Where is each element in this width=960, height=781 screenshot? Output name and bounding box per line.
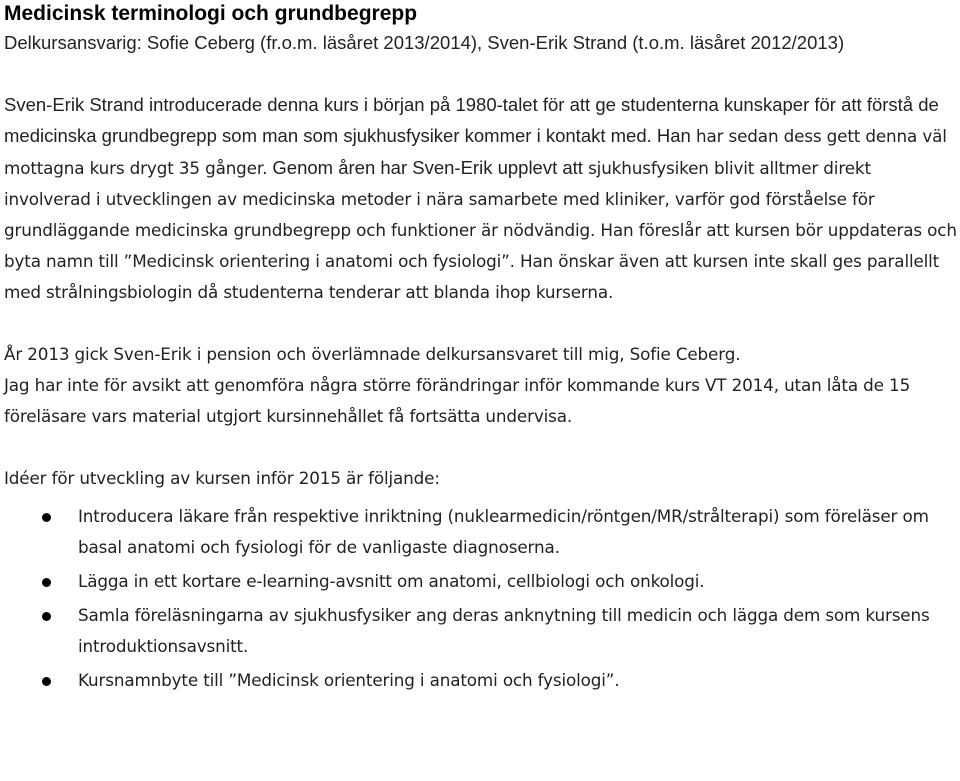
bullet-icon bbox=[42, 612, 51, 621]
ideas-list bbox=[4, 501, 958, 696]
paragraph-handover-line1: År 2013 gick Sven-Erik i pension och överlämnade delkursansvaret till mig, Sofie Ceberg. bbox=[4, 344, 741, 364]
document-title: Medicinsk terminologi och grundbegrepp bbox=[4, 2, 418, 25]
paragraph-handover-line2: Jag har inte för avsikt att genomföra några större förändringar inför kommande kurs VT 2014, utan låta de 15 föreläsare vars material utgjort kursinnehållet få fortsätta undervisa. bbox=[4, 375, 911, 426]
list-item-text: Introducera läkare från respektive inriktning (nuklearmedicin/röntgen/MR/strålterapi) som föreläser om basal anatomi och fysiologi för de vanligaste diagnoserna. bbox=[78, 506, 929, 557]
paragraph-history-part3: Genom åren har Sven-Erik upplevt att bbox=[267, 157, 589, 178]
paragraph-history-part1: Sven-Erik Strand introducerade denna kurs i början på 1980-talet för att ge studenterna kunskaper för att förstå de medicinska grundbegrepp som man som sjukhusfysiker kommer i kontakt med. Han bbox=[4, 94, 939, 146]
document-page bbox=[4, 0, 958, 699]
list-item bbox=[4, 665, 958, 696]
paragraph-handover bbox=[4, 339, 958, 432]
list-item-text: Samla föreläsningarna av sjukhusfysiker ang deras anknytning till medicin och lägga dem som kursens introduktionsavsnitt. bbox=[78, 605, 930, 656]
bullet-icon bbox=[42, 513, 51, 522]
paragraph-history-part4: sjukhusfysiken blivit alltmer direkt involverad i utvecklingen av medicinska metoder i nära samarbete med kliniker, varför god förståelse för grundläggande medicinska grundbegrepp och funktioner är nödvändig. Han föreslår att kursen bör uppdateras och byta namn till ”Medicinsk orientering i anatomi och fysiologi”. Han önskar även att kursen inte skall ges parallellt med strålningsbiologin då studenterna tenderar att blanda ihop kurserna. bbox=[4, 158, 957, 302]
ideas-heading: Idéer för utveckling av kursen inför 2015 är följande: bbox=[4, 468, 440, 488]
bullet-icon bbox=[42, 677, 51, 686]
list-item-text: Kursnamnbyte till ”Medicinsk orientering i anatomi och fysiologi”. bbox=[78, 670, 620, 690]
list-item bbox=[4, 566, 958, 597]
list-item bbox=[4, 501, 958, 563]
bullet-icon bbox=[42, 578, 51, 587]
paragraph-history-part2: har sedan dess gett denna väl mottagna kurs drygt 35 gånger. bbox=[4, 126, 947, 178]
paragraph-history bbox=[4, 89, 958, 308]
list-item bbox=[4, 600, 958, 662]
list-item-text: Lägga in ett kortare e-learning-avsnitt om anatomi, cellbiologi och onkologi. bbox=[78, 571, 705, 591]
document-subtitle: Delkursansvarig: Sofie Ceberg (fr.o.m. läsåret 2013/2014), Sven-Erik Strand (t.o.m. läsåret 2012/2013) bbox=[4, 32, 845, 53]
